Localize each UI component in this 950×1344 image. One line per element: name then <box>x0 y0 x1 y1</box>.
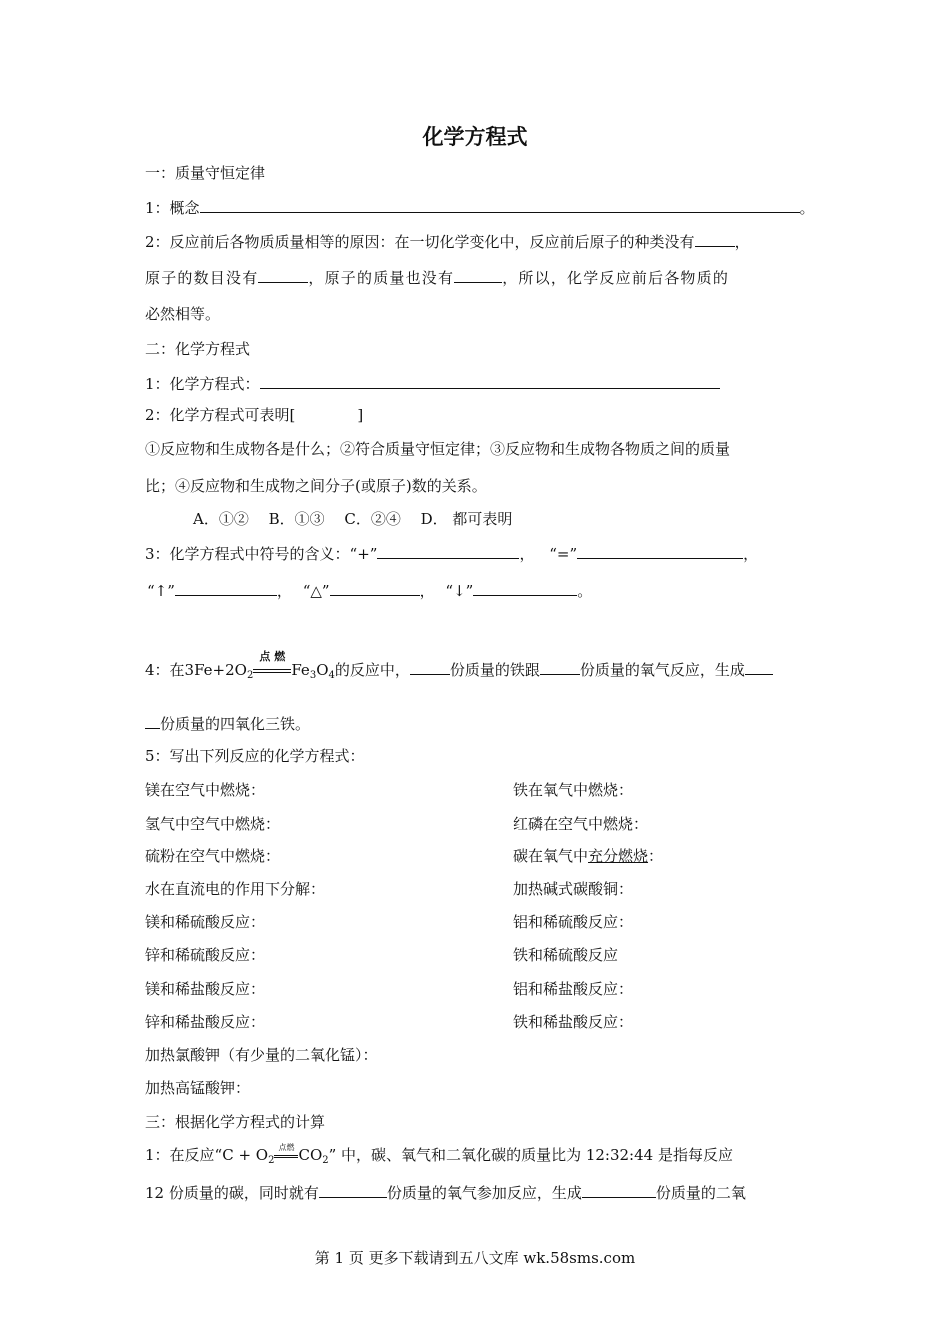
ignite-condition <box>253 650 291 680</box>
q2-conclusion-text: ，所以，化学反应前后各物质的 <box>502 269 730 287</box>
oxygen-mass-blank <box>319 1182 387 1198</box>
equals-symbol: “=” <box>549 545 578 563</box>
s2-q1-line <box>145 373 720 394</box>
comma: ， <box>276 582 292 600</box>
subscript: 2 <box>268 1155 275 1166</box>
product-co: CO <box>298 1146 323 1164</box>
subscript: 3 <box>309 670 317 681</box>
reaction-right: 加热碱式碳酸铜： <box>513 880 634 898</box>
s2-q5-heading: 5：写出下列反应的化学方程式： <box>145 747 365 765</box>
reaction-text: 碳在氧气中 <box>513 847 589 865</box>
product-mass-blank-a <box>745 659 773 675</box>
atom-count-blank <box>258 267 308 283</box>
co2-mass-blank <box>582 1182 656 1198</box>
page-footer: 第 1 页 更多下载请到五八文库 wk.58sms.com <box>314 1249 636 1267</box>
up-arrow-meaning-blank <box>175 580 277 596</box>
section-2-heading: 二：化学方程式 <box>145 340 251 358</box>
q2-atom-count-text: 原子的数目没有 <box>145 269 259 287</box>
s2-q1-label: 1：化学方程式： <box>145 375 260 393</box>
reaction-left: 镁和稀硫酸反应： <box>145 913 266 931</box>
concept-blank <box>200 197 800 213</box>
condition-label: 点 燃 <box>259 650 286 663</box>
ignite-condition-small <box>274 1145 298 1165</box>
down-arrow-symbol: “↓” <box>445 582 474 600</box>
section-1-heading: 一：质量守恒定律 <box>145 164 266 182</box>
s3-q1-text: ” 中，碳、氧气和二氧化碳的质量比为 12:32:44 是指每反应 <box>328 1146 733 1164</box>
reaction-right: 铝和稀盐酸反应： <box>513 980 634 998</box>
up-arrow-symbol: “↑” <box>147 582 175 600</box>
reaction-potassium-chlorate: 加热氯酸钾（有少量的二氧化锰）： <box>145 1046 378 1064</box>
underlined-text: 充分燃烧 <box>588 847 649 865</box>
equals-meaning-blank <box>577 543 743 559</box>
iron-mass-blank <box>410 659 450 675</box>
reaction-left: 水在直流电的作用下分解： <box>145 880 326 898</box>
reaction-right-carbon <box>513 846 663 866</box>
s2-q2-label: 2：化学方程式可表明[ <box>145 406 296 424</box>
q1-concept-line <box>145 197 815 218</box>
comma: ， <box>519 545 535 563</box>
colon: ： <box>648 847 664 865</box>
s2-q3-line-1 <box>145 543 758 564</box>
q1-concept-label: 1：概念 <box>145 199 200 217</box>
s3-q1-text-2: 12 份质量的碳，同时就有 <box>145 1184 319 1202</box>
comma: ， <box>419 582 435 600</box>
reaction-left: 锌和稀盐酸反应： <box>145 1013 266 1031</box>
product-mass-blank-b <box>145 713 160 729</box>
q2-atom-mass-text: ，原子的质量也没有 <box>308 269 455 287</box>
q2-reason-line-2 <box>145 267 729 288</box>
comma: ， <box>734 233 750 251</box>
q4-equation <box>184 650 335 681</box>
page-title: 化学方程式 <box>422 125 528 149</box>
s2-q2-line <box>145 405 363 425</box>
s2-q3-line-2 <box>147 580 592 601</box>
s2-q2-statement-1: ①反应物和生成物各是什么；②符合质量守恒定律；③反应物和生成物各物质之间的质量 <box>145 440 731 458</box>
equation-definition-blank <box>260 373 720 389</box>
triangle-symbol: “△” <box>302 582 330 600</box>
reaction-right: 铝和稀硫酸反应： <box>513 913 634 931</box>
subscript: 4 <box>328 670 335 681</box>
s2-q2-options: A．①② B．①③ C．②④ D． 都可表明 <box>193 510 513 528</box>
s3-q1-text-3: 份质量的氧气参加反应，生成 <box>386 1184 582 1202</box>
reaction-left: 硫粉在空气中燃烧： <box>145 847 281 865</box>
reaction-left: 镁和稀盐酸反应： <box>145 980 266 998</box>
equals-sign <box>253 669 291 673</box>
s3-q1-line-1 <box>145 1145 733 1165</box>
reaction-right: 铁和稀硫酸反应 <box>513 946 619 964</box>
q2-reason-text: 2：反应前后各物质质量相等的原因：在一切化学变化中，反应前后原子的种类没有 <box>145 233 695 251</box>
reaction-potassium-permanganate: 加热高锰酸钾： <box>145 1079 251 1097</box>
period: 。 <box>799 199 815 217</box>
atom-type-blank <box>695 231 735 247</box>
bracket-close: ] <box>357 406 364 424</box>
plus-meaning-blank <box>377 543 519 559</box>
product-fe: Fe <box>291 661 310 679</box>
section-3-heading: 三：根据化学方程式的计算 <box>145 1113 326 1131</box>
q4-text-4: 份质量的四氧化三铁。 <box>160 715 311 733</box>
plus-symbol: “+” <box>349 545 378 563</box>
subscript: 2 <box>246 670 254 681</box>
s3-q1-prefix: 1：在反应“C + O <box>145 1146 269 1164</box>
q4-text-3: 份质量的氧气反应，生成 <box>579 661 745 679</box>
s2-q3-label: 3：化学方程式中符号的含义： <box>145 545 350 563</box>
s2-q2-statement-2: 比；④反应物和生成物之间分子(或原子)数的关系。 <box>145 477 487 495</box>
product-o: O <box>316 661 329 679</box>
reaction-left: 氢气中空气中燃烧： <box>145 815 281 833</box>
down-arrow-meaning-blank <box>473 580 577 596</box>
subscript: 2 <box>322 1155 329 1166</box>
oxygen-mass-blank <box>540 659 580 675</box>
heat-meaning-blank <box>330 580 420 596</box>
reaction-right: 铁在氧气中燃烧： <box>513 781 634 799</box>
reaction-left: 镁在空气中燃烧： <box>145 781 266 799</box>
q4-text-2: 份质量的铁跟 <box>449 661 540 679</box>
comma: ， <box>743 545 759 563</box>
period: 。 <box>577 582 593 600</box>
s2-q4-line-2 <box>145 713 310 734</box>
s3-q1-line-2 <box>145 1182 746 1203</box>
q2-reason-line-1 <box>145 231 750 252</box>
q4-prefix: 4：在 <box>145 661 185 679</box>
s2-q4-line-1 <box>145 650 773 681</box>
q2-reason-line-3: 必然相等。 <box>145 305 221 323</box>
atom-mass-blank <box>454 267 502 283</box>
reaction-right: 红磷在空气中燃烧： <box>513 815 649 833</box>
reaction-left: 锌和稀硫酸反应： <box>145 946 266 964</box>
condition-label: 点燃 <box>278 1143 295 1152</box>
s3-q1-text-4: 份质量的二氧 <box>655 1184 746 1202</box>
reaction-right: 铁和稀盐酸反应： <box>513 1013 634 1031</box>
q4-text-1: 的反应中， <box>334 661 410 679</box>
reactants: 3Fe+2O <box>184 661 247 679</box>
